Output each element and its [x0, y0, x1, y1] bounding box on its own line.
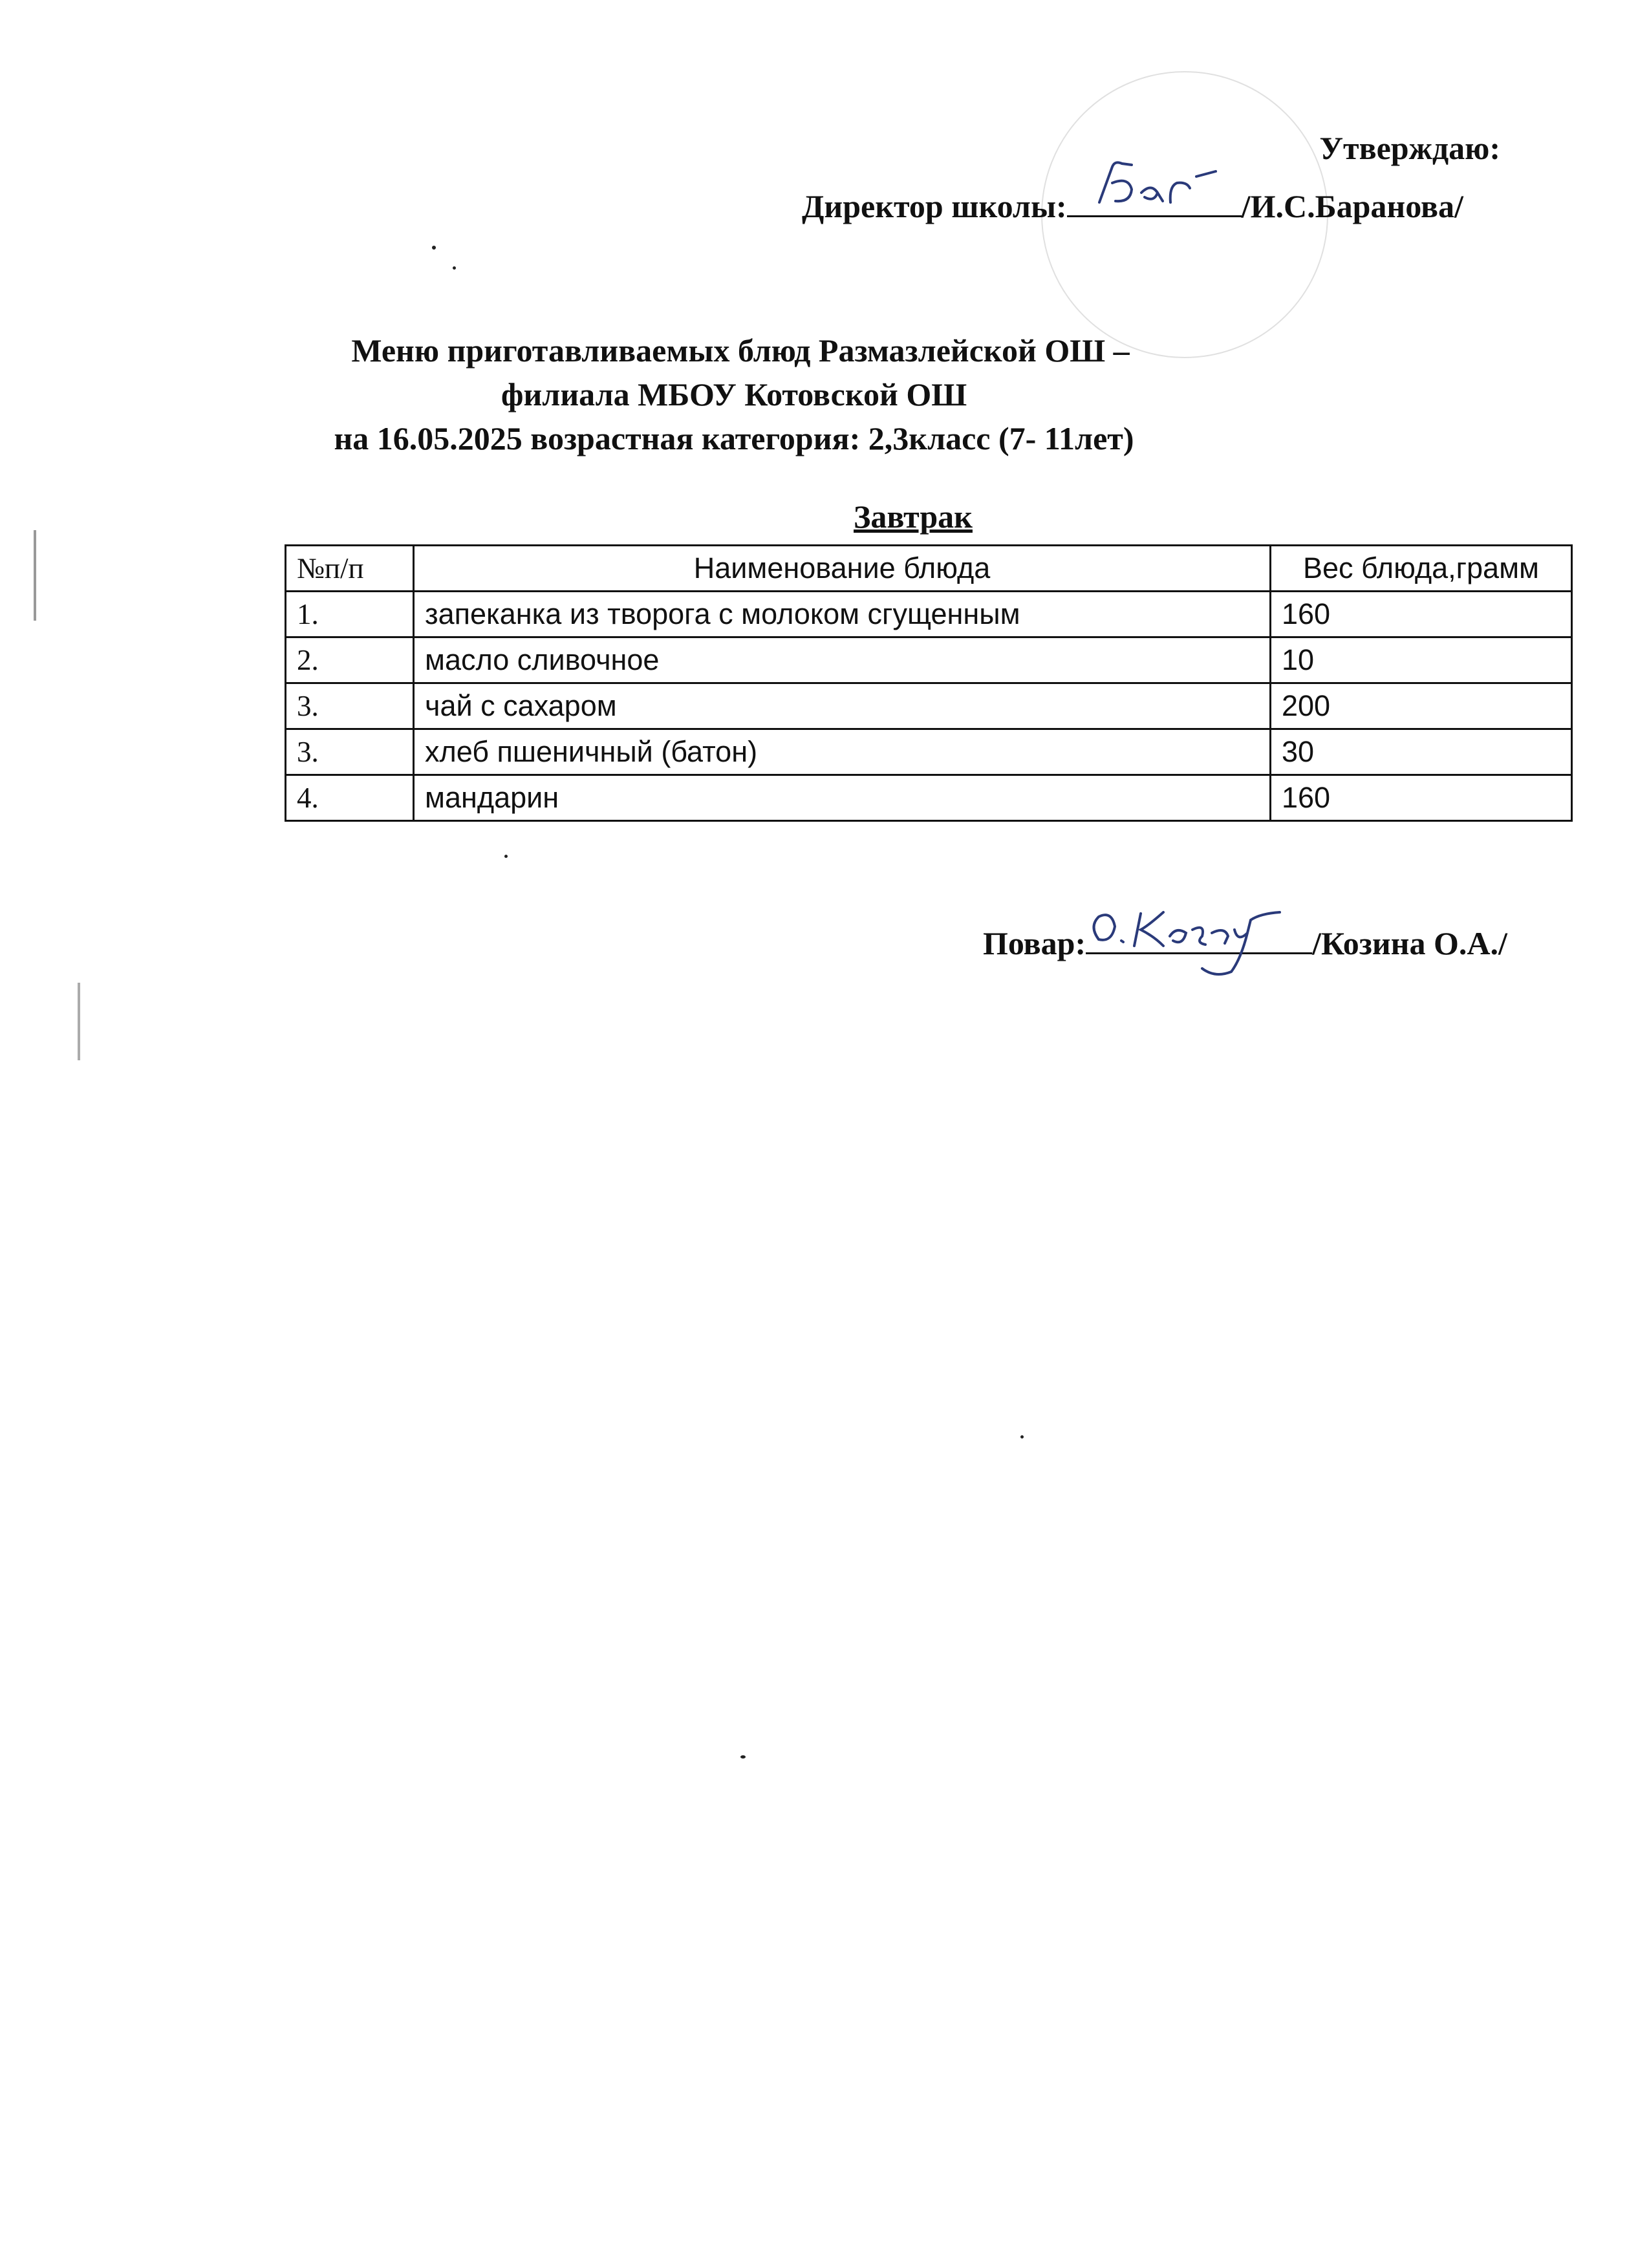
director-name: /И.С.Баранова/	[1241, 188, 1463, 224]
cook-label: Повар:	[983, 925, 1086, 961]
scan-speck	[453, 266, 456, 270]
cook-name: /Козина О.А./	[1312, 925, 1507, 961]
menu-title-line2: филиала МБОУ Котовской ОШ	[501, 376, 967, 412]
table-row	[286, 729, 1572, 775]
scan-speck	[740, 1755, 746, 1759]
cook-line	[983, 925, 1507, 962]
row-number: 2.	[286, 637, 414, 683]
scan-edge-mark	[34, 530, 36, 621]
row-dish-name: масло сливочное	[414, 637, 1271, 683]
table-row	[286, 592, 1572, 637]
meal-section-title: Завтрак	[854, 498, 973, 535]
row-number: 3.	[286, 683, 414, 729]
row-dish-name: чай с сахаром	[414, 683, 1271, 729]
table-row	[286, 637, 1572, 683]
table-header-row	[286, 546, 1572, 592]
row-dish-weight: 160	[1271, 775, 1572, 821]
approve-label: Утверждаю:	[1319, 130, 1500, 166]
scan-edge-mark	[78, 983, 80, 1060]
menu-title-line3: на 16.05.2025 возрастная категория: 2,3класс (7- 11лет)	[334, 420, 1134, 456]
row-dish-weight: 160	[1271, 592, 1572, 637]
header-number: №п/п	[286, 546, 414, 592]
row-dish-name: хлеб пшеничный (батон)	[414, 729, 1271, 775]
director-signature	[1093, 157, 1229, 215]
scan-speck	[1020, 1435, 1024, 1439]
cook-signature-line	[1086, 926, 1312, 954]
row-dish-weight: 30	[1271, 729, 1572, 775]
row-number: 4.	[286, 775, 414, 821]
table-row	[286, 683, 1572, 729]
header-dish-weight: Вес блюда,грамм	[1271, 546, 1572, 592]
director-line	[802, 187, 1463, 225]
row-number: 1.	[286, 592, 414, 637]
header-dish-name: Наименование блюда	[414, 546, 1271, 592]
row-dish-name: запеканка из творога с молоком сгущенным	[414, 592, 1271, 637]
row-dish-weight: 200	[1271, 683, 1572, 729]
menu-table	[285, 544, 1573, 822]
row-dish-weight: 10	[1271, 637, 1572, 683]
menu-title-line1: Меню приготавливаемых блюд Размазлейской ОШ –	[351, 332, 1130, 369]
director-signature-line	[1067, 189, 1242, 217]
cook-signature	[1086, 901, 1319, 985]
scan-speck	[504, 855, 508, 858]
director-label: Директор школы:	[802, 188, 1067, 224]
row-number: 3.	[286, 729, 414, 775]
row-dish-name: мандарин	[414, 775, 1271, 821]
table-row	[286, 775, 1572, 821]
scan-speck	[432, 246, 436, 250]
